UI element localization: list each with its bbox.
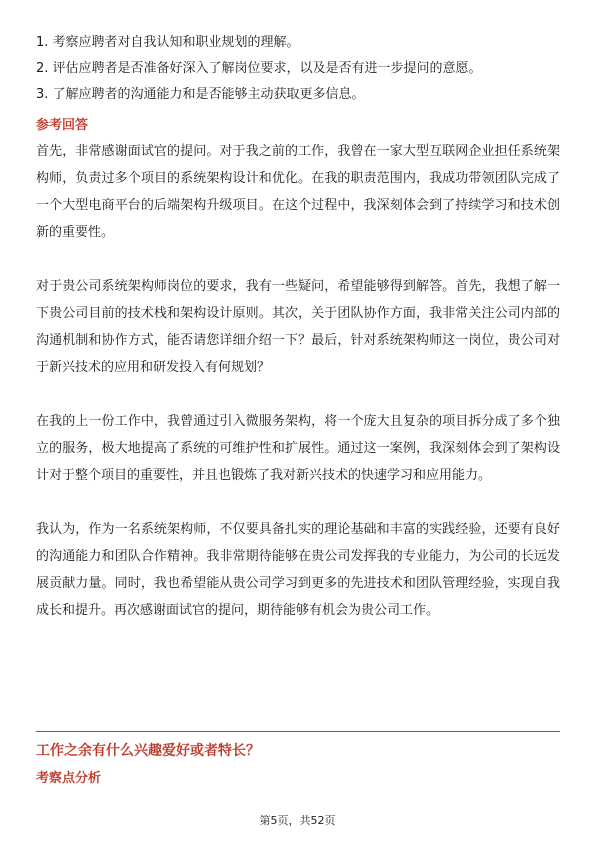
page-footer: 第5页，共52页 [259,814,336,827]
section-divider [36,731,560,732]
answer-heading: 参考回答 [36,118,89,133]
answer-paragraph: 我认为，作为一名系统架构师，不仅要具备扎实的理论基础和丰富的实践经验，还要有良好的沟通能力和团队合作精神。我非常期待能够在贵公司发挥我的专业能力，为公司的长远发展贡献力量。同时，我也希望能从贵公司学习到更多的先进技术和团队管理经验，实现自我成长和提升。再次感谢面试官的提问，期待能够有机会为贵公司工作。 [36,522,560,618]
list-item: 2. 评估应聘者是否准备好深入了解岗位要求，以及是否有进一步提问的意愿。 [36,61,482,76]
list-item: 1. 考察应聘者对自我认知和职业规划的理解。 [36,35,300,50]
analysis-heading: 考察点分析 [36,771,102,786]
list-item: 3. 了解应聘者的沟通能力和是否能够主动获取更多信息。 [36,87,365,102]
question-heading: 工作之余有什么兴趣爱好或者特长？ [36,743,260,759]
document-body [36,30,560,624]
answer-paragraph: 首先，非常感谢面试官的提问。对于我之前的工作，我曾在一家大型互联网企业担任系统架构师，负责过多个项目的系统架构设计和优化。在我的职责范围内，我成功带领团队完成了一个大型电商平台的后端架构升级项目。在这个过程中，我深刻体会到了持续学习和技术创新的重要性。 [36,144,560,240]
answer-paragraph: 对于贵公司系统架构师岗位的要求，我有一些疑问，希望能够得到解答。首先，我想了解一下贵公司目前的技术栈和架构设计原则。其次，关于团队协作方面，我非常关注公司内部的沟通机制和协作方式，能否请您详细介绍一下？最后，针对系统架构师这一岗位，贵公司对于新兴技术的应用和研发投入有何规划？ [36,279,560,375]
answer-paragraph: 在我的上一份工作中，我曾通过引入微服务架构，将一个庞大且复杂的项目拆分成了多个独立的服务，极大地提高了系统的可维护性和扩展性。通过这一案例，我深刻体会到了架构设计对于整个项目的重要性，并且也锻炼了我对新兴技术的快速学习和应用能力。 [36,414,560,483]
